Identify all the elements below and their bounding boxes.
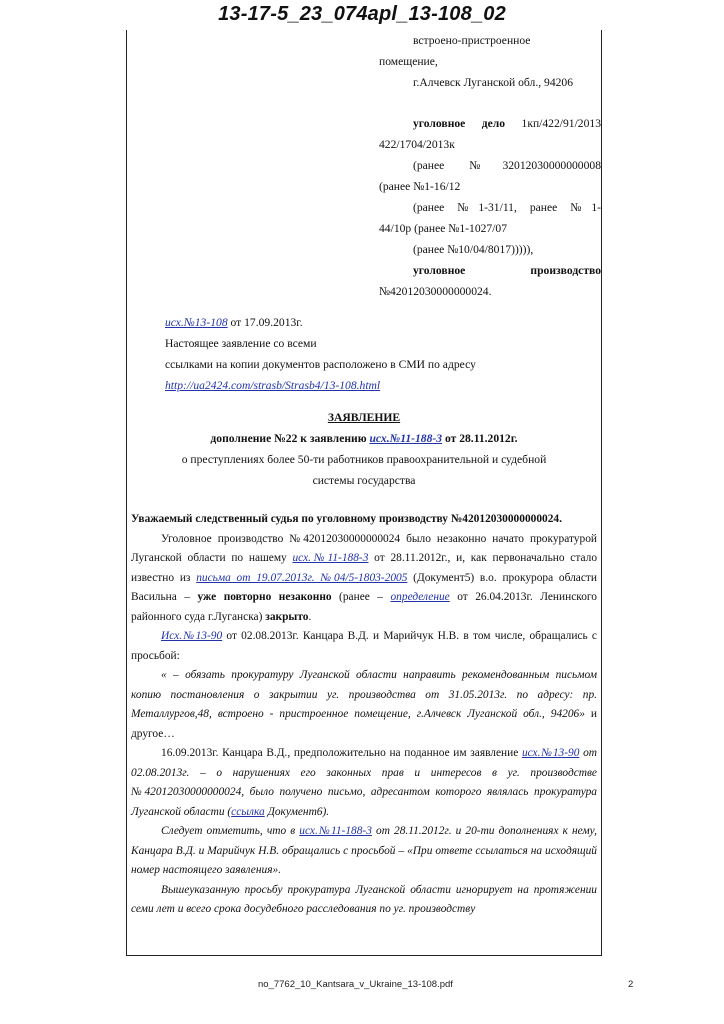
address-line: встроено-пристроенное: [413, 34, 531, 47]
criminal-case-line: [379, 113, 601, 134]
document-id-header: 13-17-5_23_074apl_13-108_02: [218, 3, 506, 25]
paragraph-text: (Документ5) в.о. прокурора области Васильна –: [131, 571, 597, 603]
court-ruling-link[interactable]: определение: [390, 591, 450, 603]
criminal-case-label: уголовное дело: [413, 117, 506, 130]
statement-description: системы государства: [312, 474, 416, 487]
previous-number: №1-31/11,: [457, 201, 517, 214]
previous-number-line: [379, 155, 601, 176]
greeting: Уважаемый следственный судья по уголовному производству №42012030000000024.: [131, 513, 562, 525]
paragraph-4: [131, 744, 597, 822]
address-line: (ранее №10/04/8017))))),: [413, 243, 534, 256]
address-city-line: г.Алчевск Луганской обл., 94206: [413, 76, 574, 89]
address-line: 44/10р (ранее №1-1027/07: [379, 222, 508, 235]
reference-note-line: ссылками на копии документов расположено в СМИ по адресу: [165, 358, 476, 371]
statement-link[interactable]: исх.№11-188-3: [292, 552, 369, 564]
emphasis-text: уже повторно незаконно: [197, 591, 332, 603]
previous-number: №1-: [570, 201, 601, 214]
paragraph-text: Документ6).: [264, 805, 330, 818]
page-number: 2: [628, 979, 634, 990]
address-line: помещение,: [379, 55, 438, 68]
paragraph-text: и другое…: [131, 708, 597, 740]
reference-line: [165, 312, 595, 333]
statement-title-block: [127, 407, 601, 491]
reference-block: [165, 312, 595, 396]
outgoing-number-link[interactable]: исх.№13-108: [165, 316, 228, 329]
proceeding-label: уголовное: [413, 264, 466, 277]
emphasis-text: закрыто: [265, 610, 309, 623]
paragraph-text: Следует отметить, что в: [161, 825, 300, 837]
quoted-request: « – обязать прокуратуру Луганской области направить рекомендованным письмом копию постановления о закрытии уг. производства от 31.05.2013г. по адресу: пр. Металлургов,48, встроено - пристроенное помещение, г.Алчевск Луганской обл., 94206»: [131, 669, 597, 720]
subtitle-date: от 28.11.2012г.: [442, 432, 518, 445]
paragraph-text: от 28.11.2012г. и 20-ти дополнениях к нему, Канцара В.Д. и Марийчук Н.В. обращались с просьбой – «При ответе ссылаться на исходящий номер настоящего заявления».: [131, 825, 598, 876]
paragraph-text: (ранее –: [331, 591, 391, 603]
recipient-address-block: [379, 30, 601, 302]
document-link[interactable]: ссылка: [231, 805, 265, 818]
statement-description: о преступлениях более 50-ти работников правоохранительной и судебной: [181, 453, 547, 466]
outgoing-number-link[interactable]: Исх.№13-90: [161, 630, 223, 642]
statement-heading: ЗАЯВЛЕНИЕ: [327, 411, 401, 424]
proceeding-label: производство: [530, 264, 601, 277]
proceeding-number: №42012030000000024.: [379, 285, 492, 298]
letter-link[interactable]: письма от 19.07.2013г. №04/5-1803-2005: [196, 571, 408, 584]
paragraph-5: [131, 822, 597, 881]
footer-filename: no_7762_10_Kantsara_v_Ukraine_13-108.pdf: [258, 979, 453, 990]
criminal-case-number: 1кп/422/91/2013: [521, 117, 601, 130]
paragraph-text: от 26.04.2013г. Ленинского районного суда г.Луганска): [131, 591, 597, 623]
statement-link[interactable]: исх.№11-188-3: [369, 432, 443, 445]
paragraph-text: 16.09.2013г. Канцара В.Д., предположительно на поданное им заявление: [161, 747, 522, 759]
address-line: 422/1704/2013к: [379, 138, 455, 151]
paragraph-text: Уголовное производство №42012030000000024 было незаконно начато прокуратурой Луганской области по нашему: [131, 532, 597, 564]
paragraph-text: .: [308, 610, 312, 623]
criminal-proceeding-line: [379, 260, 601, 281]
paragraph-text: от 02.08.2013г. – о нарушениях его законных прав и интересов в уг. производстве №42012030000000024, было получено письмо, адресантом которого являлась прокуратура Луганской области (: [131, 747, 597, 818]
previous-number-line: [379, 197, 601, 218]
paragraph-text: от 02.08.2013г. Канцара В.Д. и Марийчук Н.В. в том числе, обращались с просьбой:: [131, 630, 597, 662]
media-url-link[interactable]: http://ua2424.com/strasb/Strasb4/13-108.html: [165, 379, 381, 392]
previous-label: (ранее: [413, 159, 445, 172]
paragraph-text: от 28.11.2012г., и, как первоначально стало известно из: [131, 552, 598, 584]
paragraph-6: Вышеуказанную просьбу прокуратура Луганской области игнорирует на протяжении семи лет и всего срока досудебного расследования по уг. производству: [131, 883, 597, 915]
statement-link[interactable]: исх.№11-188-3: [299, 825, 372, 837]
address-line: (ранее №1-16/12: [379, 180, 461, 193]
previous-number: №32012030000000008: [469, 159, 601, 172]
subtitle-text: дополнение №22 к заявлению: [210, 432, 370, 445]
paragraph-3: [131, 666, 597, 744]
paragraph-1: [131, 530, 597, 628]
reference-note-line: Настоящее заявление со всеми: [165, 337, 317, 350]
previous-label: (ранее: [413, 201, 445, 214]
reference-date: от 17.09.2013г.: [227, 316, 303, 329]
previous-label: ранее: [529, 201, 558, 214]
page-frame: [126, 30, 602, 956]
statement-subtitle: [127, 428, 601, 449]
paragraph-2: [131, 627, 597, 666]
letter-body: [131, 510, 597, 920]
outgoing-number-link[interactable]: исх.№13-90: [521, 747, 580, 759]
